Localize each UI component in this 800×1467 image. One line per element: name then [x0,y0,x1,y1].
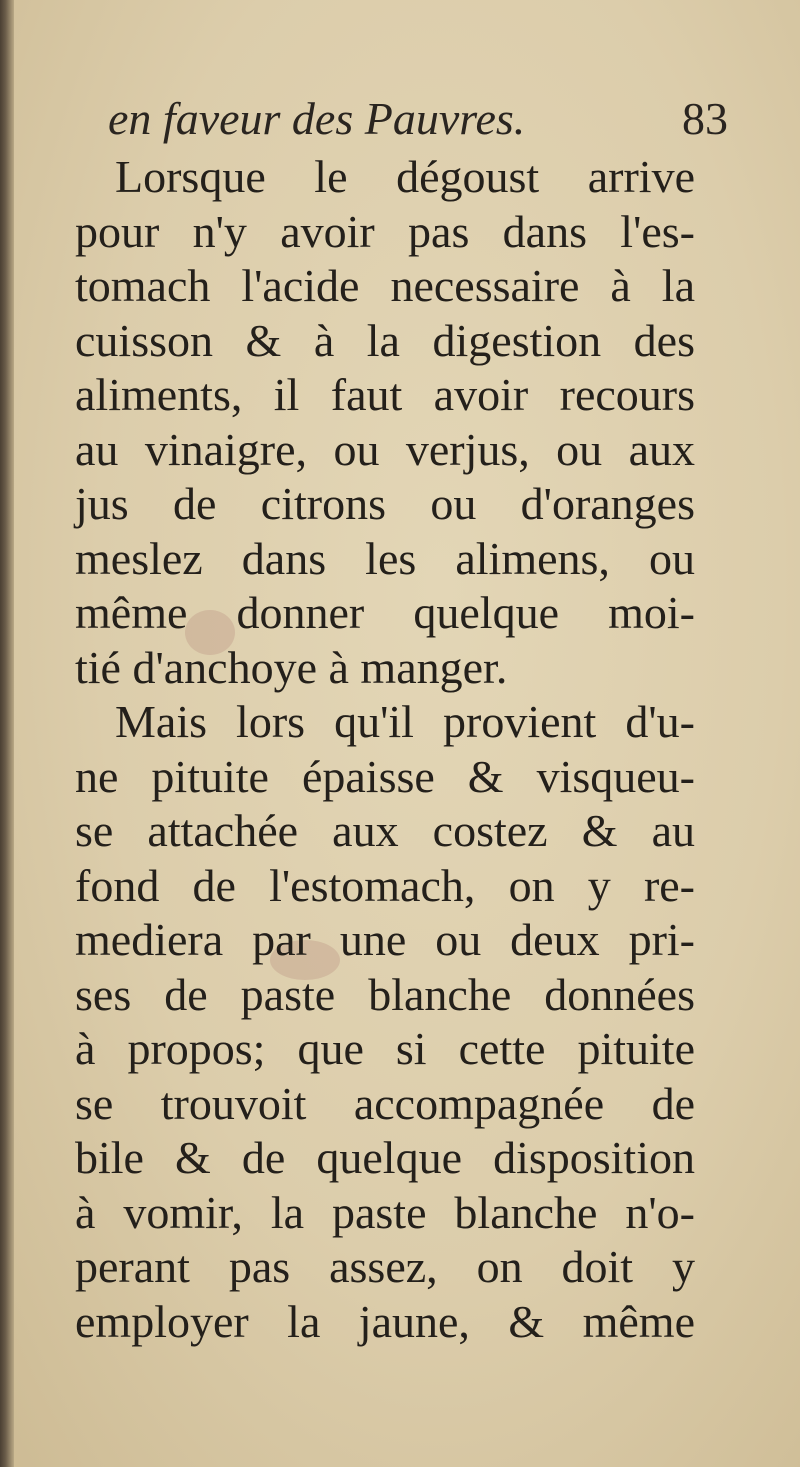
text-line: perant pas assez, on doit y [75,1241,695,1292]
text-line: se trouvoit accompagnée de [75,1077,695,1129]
running-head-title: en faveur des Pauvres. [108,93,526,144]
text-line: bile & de quelque disposition [75,1132,695,1183]
text-line: à propos; que si cette pituite [75,1023,695,1074]
text-line: tié d'anchoye à manger. [75,641,508,693]
text-line: jus de citrons ou d'oranges [75,478,695,529]
text-line: employer la jaune, & même [75,1295,695,1347]
text-line: au vinaigre, ou verjus, ou aux [75,423,695,475]
text-line: se attachée aux costez & au [75,805,695,856]
text-line: Mais lors qu'il provient d'u- [115,696,695,747]
text-line: meslez dans les alimens, ou [75,532,695,584]
text-line: aliments, il faut avoir recours [75,369,695,420]
text-line: mediera par une ou deux pri- [75,914,695,965]
text-line: ses de paste blanche données [75,968,695,1020]
text-line: même donner quelque moi- [75,587,695,638]
text-line: à vomir, la paste blanche n'o- [75,1186,695,1238]
text-line: tomach l'acide necessaire à la [75,260,695,311]
body-text [75,150,695,1349]
page-number: 83 [682,93,728,144]
text-line: pour n'y avoir pas dans l'es- [75,205,695,257]
text-line: Lorsque le dégoust arrive [115,151,695,202]
text-line: ne pituite épaisse & visqueu- [75,750,695,802]
page-gutter [0,0,14,1467]
running-head [108,92,728,152]
text-line: fond de l'estomach, on y re- [75,859,695,911]
text-line: cuisson & à la digestion des [75,314,695,366]
